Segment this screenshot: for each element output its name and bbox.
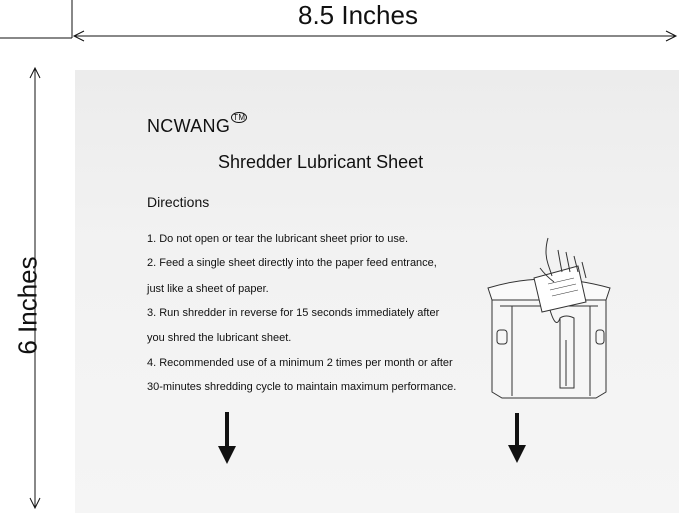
down-arrow-icon [508, 413, 526, 463]
brand-logo [147, 114, 247, 137]
height-label: 6 Inches [12, 256, 43, 355]
direction-line: 1. Do not open or tear the lubricant sheet prior to use. [147, 233, 409, 245]
direction-line: 4. Recommended use of a minimum 2 times per month or after [147, 357, 453, 369]
direction-line: 2. Feed a single sheet directly into the paper feed entrance, [147, 257, 437, 269]
direction-line: just like a sheet of paper. [147, 283, 269, 295]
direction-line: you shred the lubricant sheet. [147, 332, 292, 344]
trademark-mark: TM [233, 113, 246, 122]
width-dimension-arrow [74, 31, 676, 41]
directions-heading: Directions [147, 194, 210, 210]
width-label: 8.5 Inches [298, 0, 418, 30]
shredder-illustration-icon [488, 238, 610, 398]
brand-name: NCWANG [147, 116, 231, 136]
direction-line: 3. Run shredder in reverse for 15 seconds immediately after [147, 307, 440, 319]
page-title: Shredder Lubricant Sheet [218, 152, 424, 172]
down-arrow-icon [218, 412, 236, 464]
direction-line: 30-minutes shredding cycle to maintain maximum performance. [147, 381, 457, 393]
